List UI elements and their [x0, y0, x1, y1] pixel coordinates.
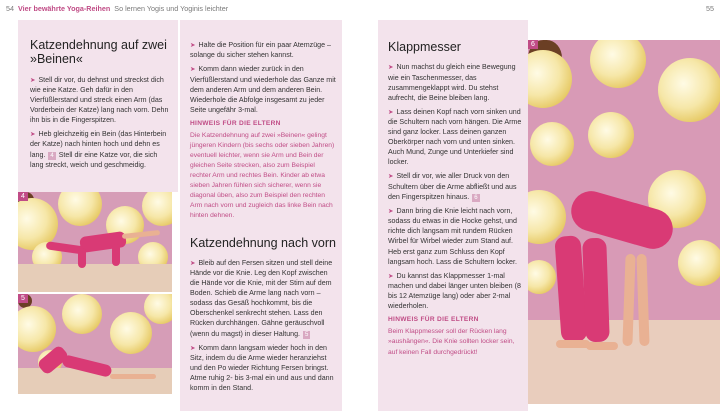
- page-header: [0, 0, 720, 16]
- hint-text: Die Katzendehnung auf zwei »Beinen« gelingt jüngeren Kindern (bis sechs oder sieben Jahren) eventuell leichter, wenn sie Arm und Bein der gleichen Seite strecken, also zum Beispiel rechter Arm und rechtes Bein. Kinder ab etwa sieben Jahren fühlen sich sicherer, wenn sie diagonal üben, also zum Beispiel den rechten Arm nach vorn und zugleich das linke Bein nach hinten dehnen.: [190, 132, 335, 220]
- arrow-icon: ➤: [190, 66, 196, 74]
- column-2: [190, 40, 336, 397]
- arrow-icon: ➤: [388, 173, 394, 181]
- photo-5: [18, 294, 172, 394]
- arrow-icon: ➤: [30, 131, 36, 139]
- photo-number-badge: 6: [528, 40, 538, 49]
- photo-ref-badge: 6: [474, 194, 478, 201]
- paragraph: ➤ Heb gleichzeitig ein Bein (das Hinterbein der Katze) nach hinten hoch und dehn es lang. 4 Stell dir eine Katze vor, die sich lang streckt, weich und geschmeidig.: [30, 130, 167, 170]
- arrow-icon: ➤: [388, 108, 394, 116]
- heading-katzendehnung-vorn: Katzendehnung nach vorn: [190, 235, 336, 250]
- photo-number-badge: 5: [18, 294, 28, 303]
- section-title: Vier bewährte Yoga-Reihen: [18, 4, 111, 13]
- paragraph: ➤ Nun machst du gleich eine Bewegung wie ein Taschenmesser, das zusammengeklappt wird. Du stehst aufrecht, die Beine bleiben lang.: [388, 63, 516, 102]
- photo-number-badge: 4: [18, 192, 28, 201]
- page-number-right: 55: [706, 4, 714, 13]
- heading-klappmesser: Klappmesser: [388, 40, 461, 54]
- arrow-icon: ➤: [388, 208, 394, 216]
- paragraph: ➤ Dann bring die Knie leicht nach vorn, sodass du etwas in die Hocke gehst, und richte dich langsam mit rundem Rücken Wirbel für Wirbel wieder zum Stand auf. Heb erst ganz zum Schluss den Kopf langsam hoch. Lass die Schultern locker.: [388, 207, 517, 266]
- photo-4: [18, 192, 172, 292]
- page-number-left: 54: [6, 4, 14, 13]
- arrow-icon: ➤: [30, 76, 36, 84]
- paragraph: ➤ Komm dann wieder zurück in den Vierfüßlerstand und wiederhole das Ganze mit dem anderen Arm und dem anderen Bein. Wiederhole die Abfolge insgesamt zu jeder Seite ungefähr 3-mal.: [190, 65, 336, 114]
- arrow-icon: ➤: [190, 42, 196, 49]
- paragraph: ➤ Bleib auf den Fersen sitzen und stell deine Hände vor die Knie. Leg den Kopf zwischen die Hände vor die Knie, mit der Stirn auf dem Boden. Schieb die Arme lang nach vorn – sodass das Gesäß hochkommt, bis die Oberschenkel senkrecht stehen. Lass den Rücken durchhängen. Gähne geräuschvoll (wenn du magst) in dieser Haltung. 5: [190, 258, 333, 338]
- hint-title: HINWEIS FÜR DIE ELTERN: [190, 119, 281, 127]
- arrow-icon: ➤: [388, 272, 394, 280]
- arrow-icon: ➤: [388, 64, 394, 72]
- section-subtitle: So lernen Yogis und Yoginis leichter: [114, 4, 229, 13]
- column-1: [30, 38, 170, 174]
- paragraph: ➤ Stell dir vor, wie aller Druck von den Schultern über die Arme abfließt und aus den Fingerspitzen hinaus. 6: [388, 172, 517, 201]
- hint-text: Beim Klappmesser soll der Rücken lang »aushängen«. Die Knie sollten locker sein, auf keinen Fall durchgedrückt!: [388, 328, 515, 356]
- paragraph: ➤ Stell dir vor, du dehnst und streckst dich wie eine Katze. Geh dafür in den Vierfüßlerstand und streck einen Arm (das Vorderbein der Katze) lang nach vorn. Dehn ihn bis in die Fingerspitzen.: [30, 75, 169, 125]
- paragraph: ➤ Halte die Position für ein paar Atemzüge – solange du sicher stehen kannst.: [190, 41, 331, 60]
- photo-ref-badge: 5: [305, 331, 309, 338]
- paragraph: ➤ Du kannst das Klappmesser 1-mal machen und dabei länger unten bleiben (8 bis 12 Atemzüge lang) oder aber 2-mal wiederholen.: [388, 271, 521, 310]
- paragraph: ➤ Komm dann langsam wieder hoch in den Sitz, indem du die Arme wieder heranziehst und den Po wieder Richtung Fersen bringst. Atme ruhig 2- bis 3-mal ein und aus und dann komm in den Stand.: [190, 344, 334, 393]
- arrow-icon: ➤: [190, 345, 196, 353]
- photo-ref-badge: 4: [50, 152, 54, 159]
- heading-katzendehnung-zwei-beine: Katzendehnung auf zwei »Beinen«: [30, 38, 167, 67]
- arrow-icon: ➤: [190, 259, 196, 267]
- column-3: [388, 40, 522, 358]
- hint-title: HINWEIS FÜR DIE ELTERN: [388, 316, 479, 324]
- paragraph: ➤ Lass deinen Kopf nach vorn sinken und die Schultern nach vorn hängen. Die Arme sind ganz locker. Lass deinen ganzen Oberkörper nach vorn und unten sinken. Auch Mund, Zunge und Unterkiefer sind locker.: [388, 107, 522, 167]
- photo-6: [528, 40, 720, 404]
